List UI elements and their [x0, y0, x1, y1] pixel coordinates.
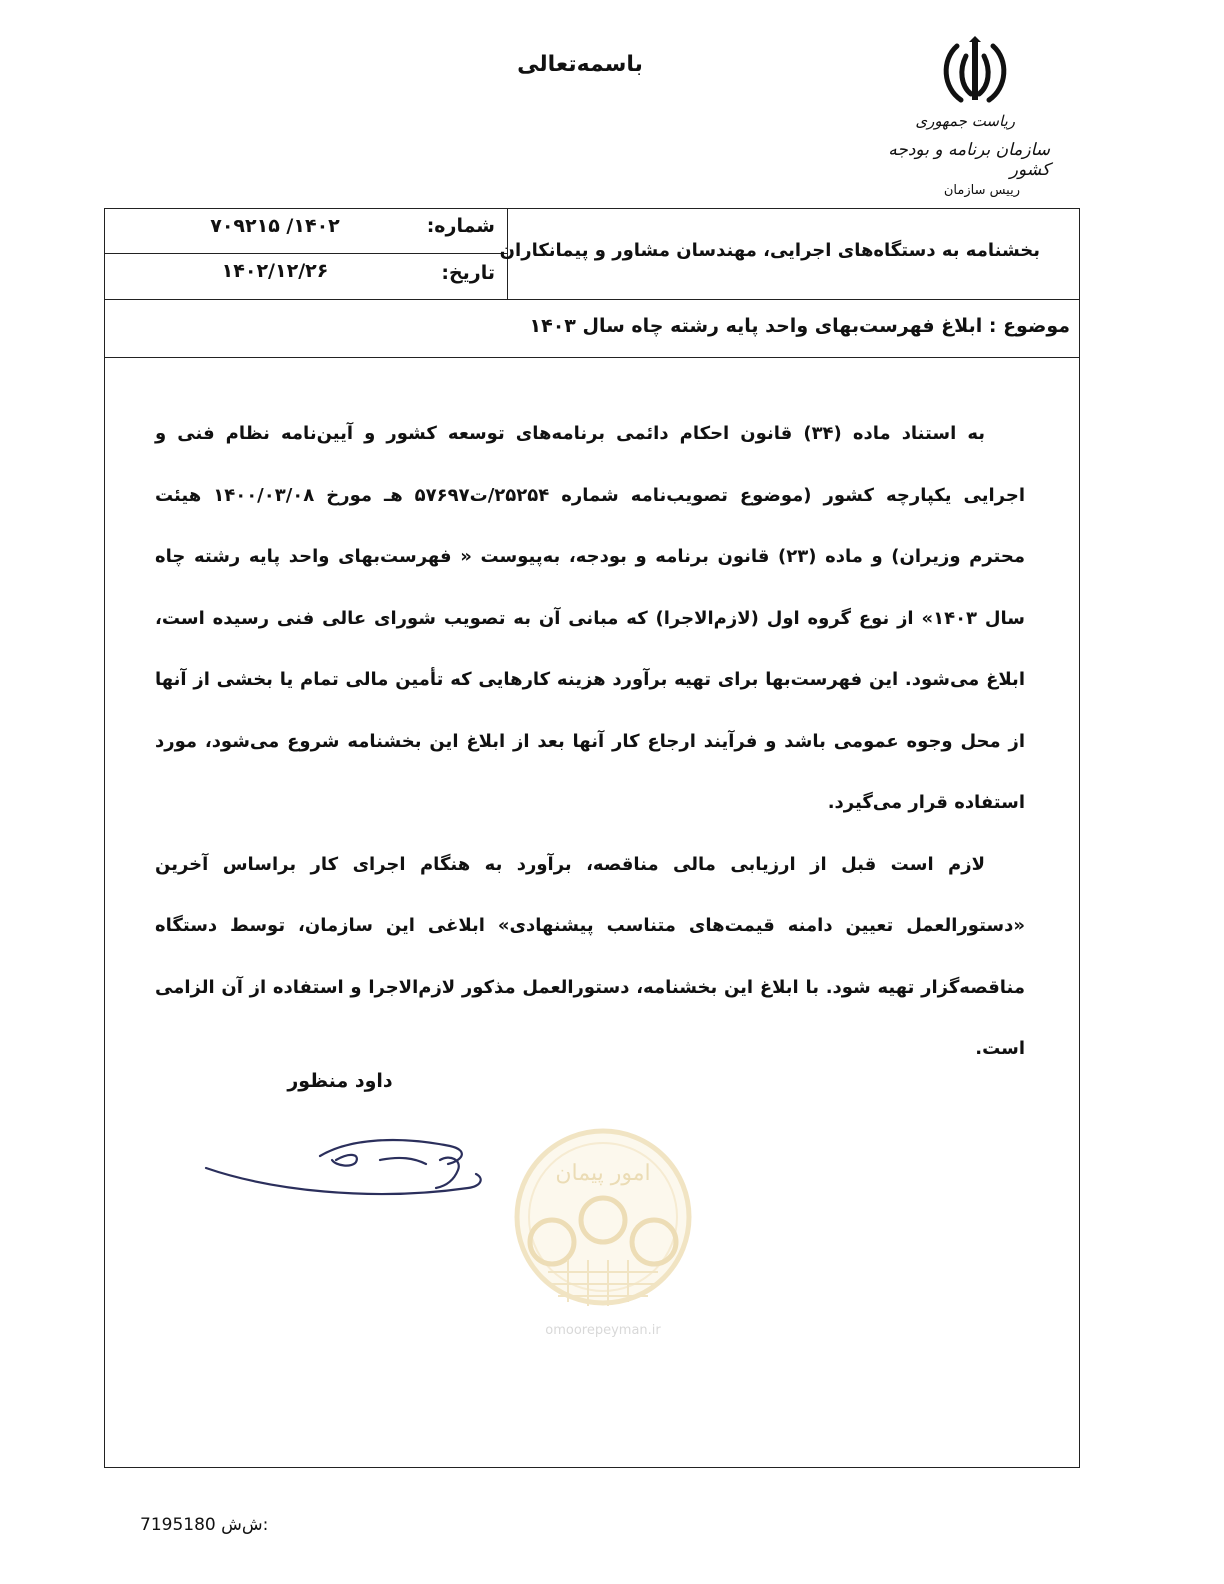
omoorepeyman-watermark	[508, 1122, 704, 1348]
recipients-line: بخشنامه به دستگاه‌های اجرایی، مهندسان مشاور و پیمانکاران	[499, 240, 1040, 261]
serial-label: ش‌ش:	[221, 1515, 269, 1535]
iran-emblem-icon	[935, 36, 1015, 108]
date-label: تاریخ:	[441, 262, 495, 284]
watermark-site: omoorepeyman.ir	[545, 1323, 661, 1338]
number-label: شماره:	[426, 215, 495, 237]
header-bottom-line	[104, 299, 1080, 300]
subject-line: موضوع : ابلاغ فهرست‌بهای واحد پایه رشته چاه سال ۱۴۰۳	[529, 315, 1070, 337]
number-value: ۱۴۰۲/ ۷۰۹۲۱۵	[210, 215, 340, 237]
watermark-text: امور پیمان	[555, 1161, 651, 1186]
letter-body	[155, 403, 1025, 1080]
handwritten-signature	[200, 1130, 500, 1210]
signer-name: داود منظور	[287, 1070, 393, 1092]
meta-divider	[104, 253, 508, 254]
serial-number: 7195180	[140, 1515, 216, 1535]
org-presidency-line: ریاست جمهوری	[915, 112, 1015, 130]
org-name-line: سازمان برنامه و بودجه کشور	[888, 140, 1050, 180]
basmala-heading: باسمه‌تعالی	[517, 52, 643, 77]
org-head-line: رییس سازمان	[943, 183, 1020, 198]
subject-bottom-line	[104, 357, 1080, 358]
body-paragraph-1: به استناد ماده (۳۴) قانون احکام دائمی برنامه‌های توسعه کشور و آیین‌نامه نظام فنی و اجرایی یکپارچه کشور (موضوع تصویب‌نامه شماره ۲۵۲۵۴/ت۵۷۶۹۷ هـ مورخ ۱۴۰۰/۰۳/۰۸ هیئت محترم وزیران) و ماده (۲۳) قانون برنامه و بودجه، به‌پیوست « فهرست‌بهای واحد پایه رشته چاه سال ۱۴۰۳» از نوع گروه اول (لازم‌الاجرا) که مبانی آن به تصویب شورای عالی فنی رسیده است، ابلاغ می‌شود. این فهرست‌بها برای تهیه برآورد هزینه کارهایی که تأمین مالی تمام یا بخشی از آنها از محل وجوه عمومی باشد و فرآیند ارجاع کار آنها بعد از ابلاغ این بخشنامه شروع می‌شود، مورد استفاده قرار می‌گیرد.	[155, 423, 1026, 813]
date-value: ۱۴۰۲/۱۲/۲۶	[221, 260, 329, 282]
body-paragraph-2: لازم است قبل از ارزیابی مالی مناقصه، برآورد به هنگام اجرای کار براساس آخرین «دستورالعمل تعیین دامنه قیمت‌های متناسب پیشنهادی» ابلاغی این سازمان، توسط دستگاه مناقصه‌گزار تهیه شود. با ابلاغ این بخشنامه، دستورالعمل مذکور لازم‌الاجرا و استفاده از آن الزامی است.	[155, 853, 1025, 1059]
serial-footer	[140, 1515, 280, 1535]
